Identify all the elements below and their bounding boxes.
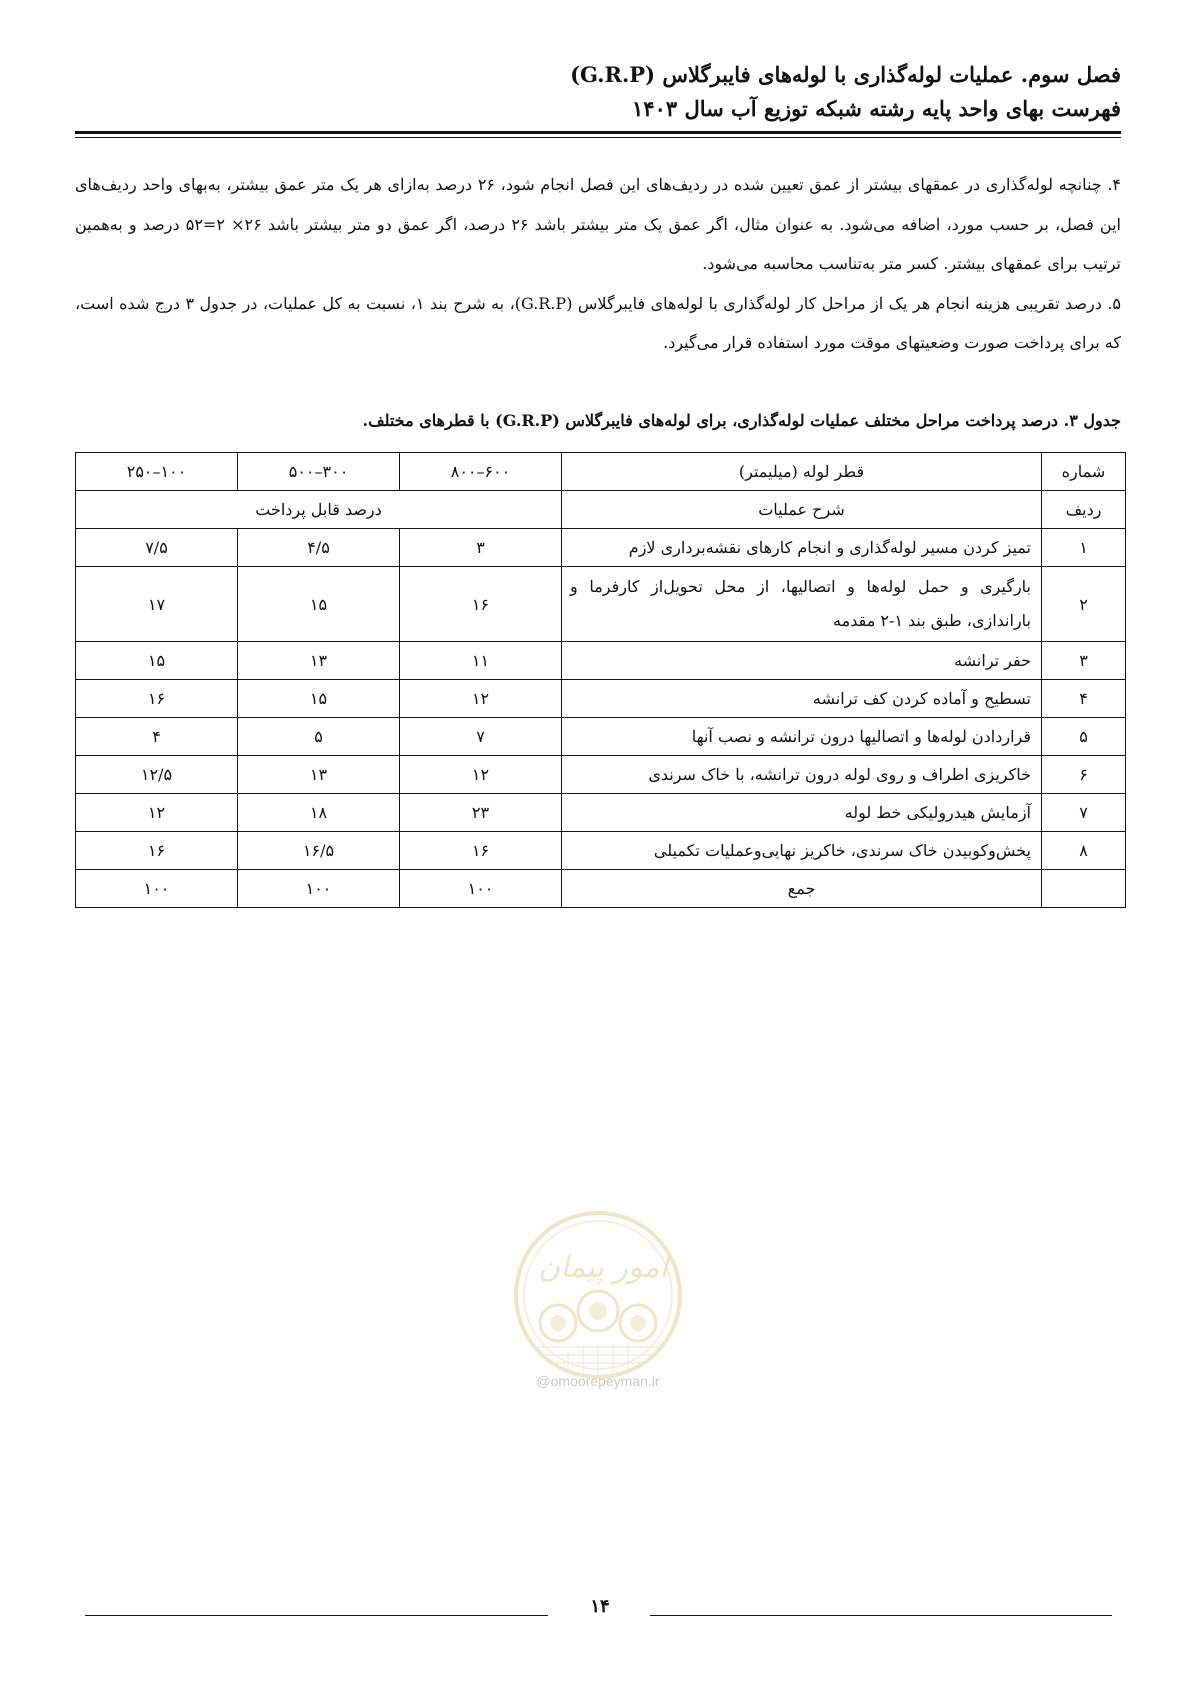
row-number-header: شماره	[1042, 453, 1126, 491]
row-description: حفر ترانشه	[562, 642, 1042, 680]
value-300-500: ۱۵	[238, 567, 400, 642]
value-300-500: ۴/۵	[238, 529, 400, 567]
percent-header: درصد قابل پرداخت	[76, 491, 562, 529]
row-number: ۸	[1042, 832, 1126, 870]
paragraph-5: ۵. درصد تقریبی هزینه انجام هر یک از مراحل کار لوله‌گذاری با لوله‌های فایبرگلاس (G.R.P)، به شرح بند ۱، نسبت به کل عملیات، در جدول ۳ درج شده است، که برای پرداخت صورت وضعیتهای موقت مورد استفاده قرار می‌گیرد.	[75, 293, 1122, 352]
footer-rule-right	[650, 1615, 1112, 1616]
row-description: پخش‌وکوبیدن خاک سرندی، خاکریز نهایی‌وعملیات تکمیلی	[562, 832, 1042, 870]
gear-emblem-icon	[508, 1205, 688, 1385]
row-description: تسطیح و آماده کردن کف ترانشه	[562, 680, 1042, 718]
row-number: ۴	[1042, 680, 1126, 718]
watermark-logo-text: امور پیمان	[538, 1250, 668, 1285]
value-100-250: ۴	[76, 718, 238, 756]
chapter-title: فصل سوم. عملیات لوله‌گذاری با لوله‌های فایبرگلاس (G.R.P)	[570, 62, 1121, 87]
diameter-col-2: ۳۰۰–۵۰۰	[238, 453, 400, 491]
value-600-800: ۲۳	[400, 794, 562, 832]
body-text	[75, 165, 1121, 363]
table-row	[76, 756, 1126, 794]
value-600-800: ۳	[400, 529, 562, 567]
table-row	[76, 642, 1126, 680]
table-row	[76, 529, 1126, 567]
value-300-500: ۱۶/۵	[238, 832, 400, 870]
row-number: ۵	[1042, 718, 1126, 756]
total-100-250: ۱۰۰	[76, 870, 238, 908]
diameter-col-1: ۶۰۰–۸۰۰	[400, 453, 562, 491]
value-300-500: ۱۳	[238, 642, 400, 680]
row-number: ۲	[1042, 567, 1126, 642]
diameter-col-3: ۱۰۰–۲۵۰	[76, 453, 238, 491]
table-row	[76, 680, 1126, 718]
value-600-800: ۱۲	[400, 680, 562, 718]
total-300-500: ۱۰۰	[238, 870, 400, 908]
table-subheader-row	[76, 491, 1126, 529]
row-number: ۳	[1042, 642, 1126, 680]
table-row	[76, 794, 1126, 832]
paragraph-4: ۴. چنانچه لوله‌گذاری در عمقهای بیشتر از عمق تعیین شده در ردیف‌های این فصل انجام شود، ۲۶ درصد به‌ازای هر یک متر عمق بیشتر، به‌بهای واحد ردیف‌های این فصل، بر حسب مورد، اضافه می‌شود. به عنوان مثال، اگر عمق یک متر بیشتر باشد ۲۶ درصد، اگر عمق دو متر بیشتر باشد ۲۶× ۲=۵۲ درصد و به‌همین ترتیب برای عمقهای بیشتر. کسر متر به‌تناسب محاسبه می‌شود.	[75, 175, 1121, 273]
row-number: ۶	[1042, 756, 1126, 794]
description-header: شرح عملیات	[562, 491, 1042, 529]
page-header	[70, 58, 1121, 126]
value-300-500: ۱۳	[238, 756, 400, 794]
row-description: خاکریزی اطراف و روی لوله درون ترانشه، با خاک سرندی	[562, 756, 1042, 794]
page-number: ۱۴	[590, 1596, 610, 1617]
total-label: جمع	[562, 870, 1042, 908]
row-description: تمیز کردن مسیر لوله‌گذاری و انجام کارهای نقشه‌برداری لازم	[562, 529, 1042, 567]
row-description: قراردادن لوله‌ها و اتصالیها درون ترانشه و نصب آنها	[562, 718, 1042, 756]
value-600-800: ۱۲	[400, 756, 562, 794]
footer-rule-left	[85, 1615, 548, 1616]
value-100-250: ۱۶	[76, 680, 238, 718]
value-100-250: ۷/۵	[76, 529, 238, 567]
row-number-header-2: ردیف	[1042, 491, 1126, 529]
watermark-site: @omoorepeyman.ir	[536, 1373, 660, 1389]
header-rule-thin	[75, 137, 1121, 138]
value-600-800: ۷	[400, 718, 562, 756]
table-row	[76, 832, 1126, 870]
value-300-500: ۱۸	[238, 794, 400, 832]
value-600-800: ۱۶	[400, 567, 562, 642]
row-description: بارگیری و حمل لوله‌ها و اتصالیها، از محل تحویل‌از کارفرما و باراندازی، طبق بند ۱-۲ مقدمه	[562, 567, 1042, 642]
value-100-250: ۱۷	[76, 567, 238, 642]
value-100-250: ۱۲/۵	[76, 756, 238, 794]
payment-percent-table	[75, 452, 1126, 908]
watermark-logo	[508, 1205, 688, 1385]
value-100-250: ۱۲	[76, 794, 238, 832]
price-list-title: فهرست بهای واحد پایه رشته شبکه توزیع آب سال ۱۴۰۳	[632, 96, 1121, 121]
header-rule-thick	[75, 131, 1121, 134]
row-number: ۷	[1042, 794, 1126, 832]
row-number: ۱	[1042, 529, 1126, 567]
value-300-500: ۵	[238, 718, 400, 756]
table-total-row	[76, 870, 1126, 908]
table-row	[76, 567, 1126, 642]
total-empty-cell	[1042, 870, 1126, 908]
table-row	[76, 718, 1126, 756]
total-600-800: ۱۰۰	[400, 870, 562, 908]
table-header-row	[76, 453, 1126, 491]
value-100-250: ۱۵	[76, 642, 238, 680]
value-600-800: ۱۱	[400, 642, 562, 680]
table-caption: جدول ۳. درصد پرداخت مراحل مختلف عملیات لوله‌گذاری، برای لوله‌های فایبرگلاس (G.R.P) با قطرهای مختلف.	[362, 411, 1121, 430]
value-600-800: ۱۶	[400, 832, 562, 870]
value-100-250: ۱۶	[76, 832, 238, 870]
value-300-500: ۱۵	[238, 680, 400, 718]
row-description: آزمایش هیدرولیکی خط لوله	[562, 794, 1042, 832]
diameter-header: قطر لوله (میلیمتر)	[562, 453, 1042, 491]
